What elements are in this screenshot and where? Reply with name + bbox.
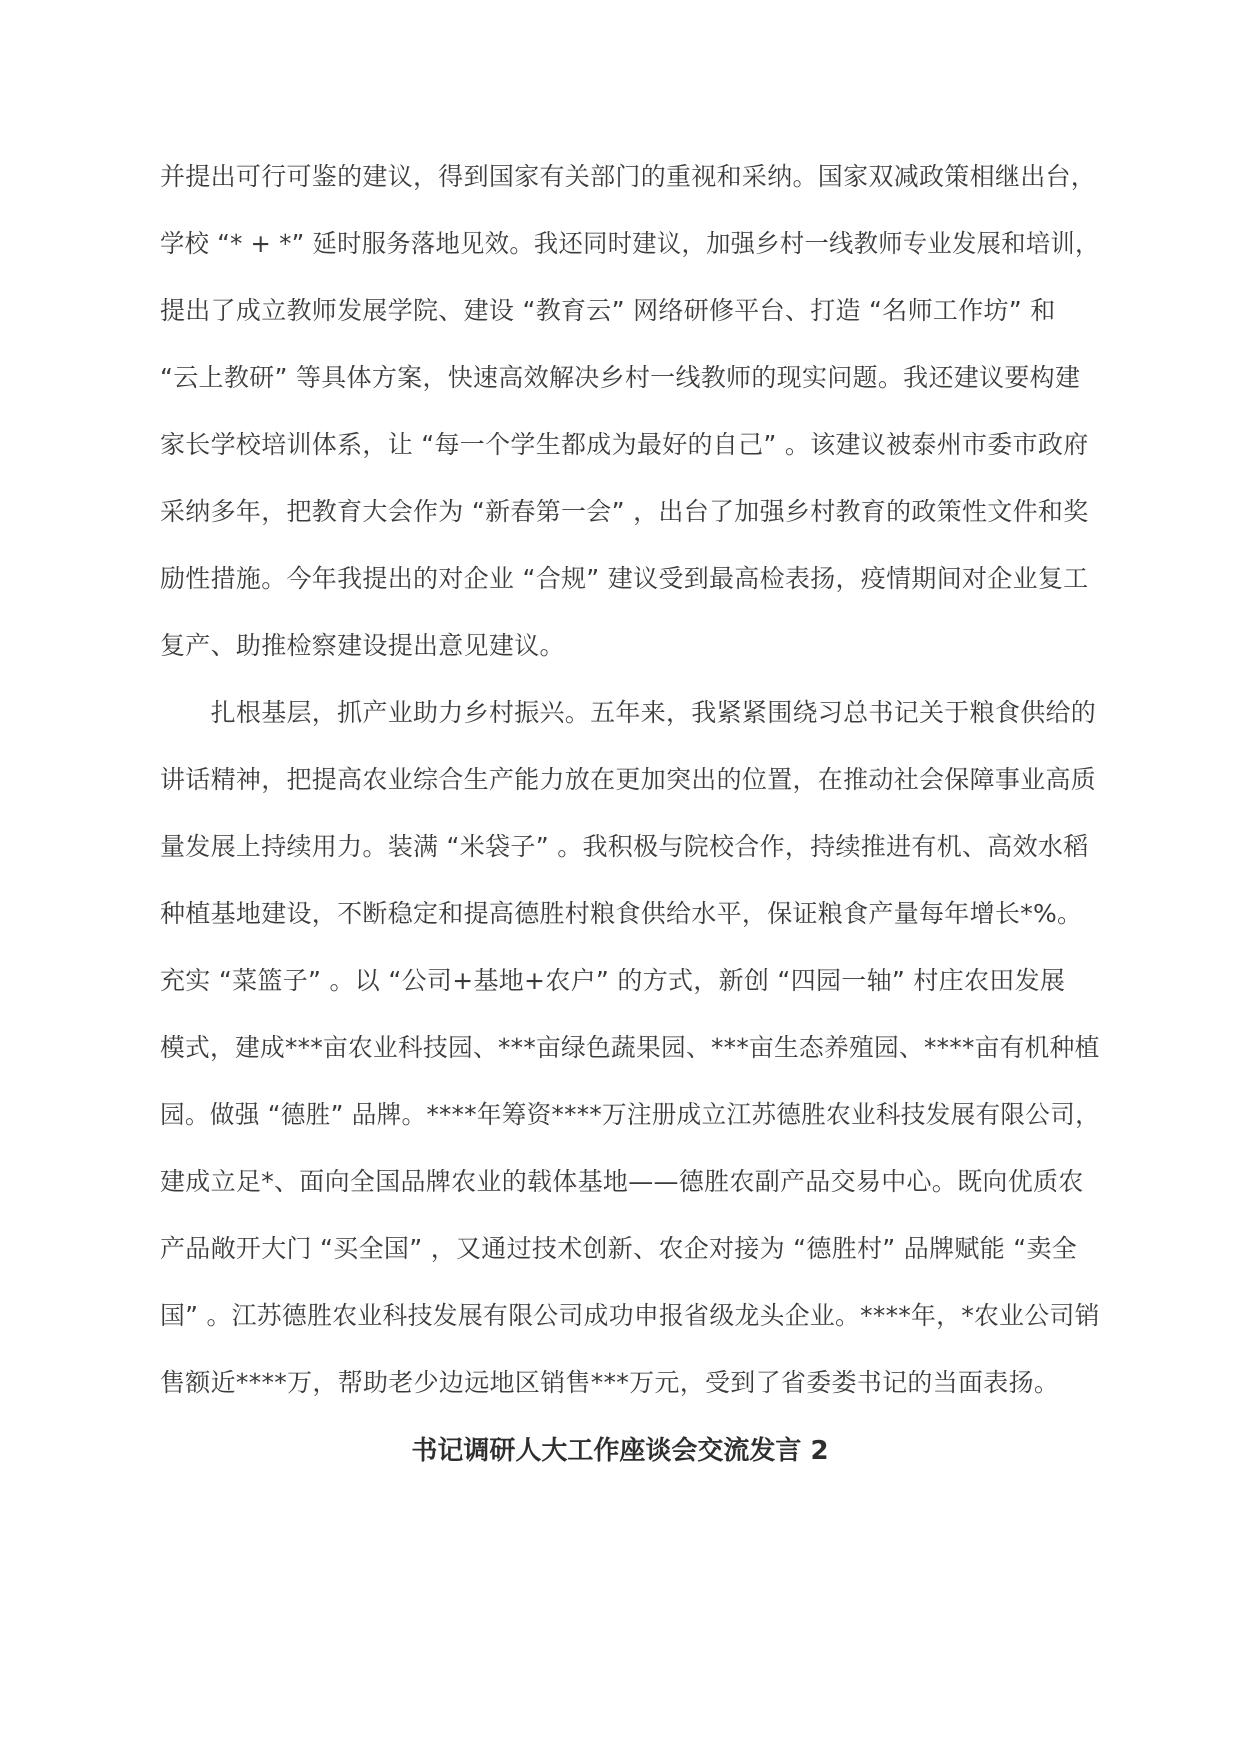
body-line-18: 国” 。江苏德胜农业科技发展有限公司成功申报省级龙头企业。****年，*农业公司销	[160, 1301, 1100, 1330]
body-line-2: 学校 “* + *” 延时服务落地见效。我还同时建议，加强乡村一线教师专业发展和培训，	[160, 229, 1100, 258]
body-line-8: 复产、助推检察建设提出意见建议。	[160, 631, 565, 660]
section-heading: 书记调研人大工作座谈会交流发言 2	[411, 1436, 829, 1466]
body-line-9: 扎根基层，抓产业助力乡村振兴。五年来，我紧紧围绕习总书记关于粮食供给的	[160, 698, 1097, 727]
body-line-16: 建成立足*、面向全国品牌农业的载体基地——德胜农副产品交易中心。既向优质农	[160, 1167, 1084, 1196]
body-line-10: 讲话精神，把提高农业综合生产能力放在更加突出的位置，在推动社会保障事业高质	[160, 765, 1097, 794]
body-line-5: 家长学校培训体系，让 “每一个学生都成为最好的自己” 。该建议被泰州市委市政府	[160, 430, 1089, 459]
body-line-3: 提出了成立教师发展学院、建设 “教育云” 网络研修平台、打造 “名师工作坊” 和	[160, 296, 1056, 325]
body-line-14: 模式，建成***亩农业科技园、***亩绿色蔬果园、***亩生态养殖园、****亩有机种植	[160, 1033, 1100, 1062]
body-line-19: 售额近****万，帮助老少边远地区销售***万元，受到了省委娄书记的当面表扬。	[160, 1368, 1060, 1397]
body-line-15: 园。做强 “德胜” 品牌。****年筹资****万注册成立江苏德胜农业科技发展有限公司，	[160, 1100, 1101, 1129]
body-line-12: 种植基地建设，不断稳定和提高德胜村粮食供给水平，保证粮食产量每年增长*%。	[160, 899, 1083, 928]
body-line-13: 充实 “菜篮子” 。以 “公司+基地+农户” 的方式，新创 “四园一轴” 村庄农田发展	[160, 966, 1066, 995]
body-line-11: 量发展上持续用力。装满 “米袋子” 。我积极与院校合作，持续推进有机、高效水稻	[160, 832, 1089, 861]
body-line-1: 并提出可行可鉴的建议，得到国家有关部门的重视和采纳。国家双减政策相继出台，	[160, 162, 1097, 191]
body-line-7: 励性措施。今年我提出的对企业 “合规” 建议受到最高检表扬，疫情期间对企业复工	[160, 564, 1089, 593]
body-line-6: 采纳多年，把教育大会作为 “新春第一会” ，出台了加强乡村教育的政策性文件和奖	[160, 497, 1089, 526]
body-line-17: 产品敞开大门 “买全国” ，又通过技术创新、农企对接为 “德胜村” 品牌赋能 “卖全	[160, 1234, 1078, 1263]
body-line-4: “云上教研” 等具体方案，快速高效解决乡村一线教师的现实问题。我还建议要构建	[160, 363, 1081, 392]
